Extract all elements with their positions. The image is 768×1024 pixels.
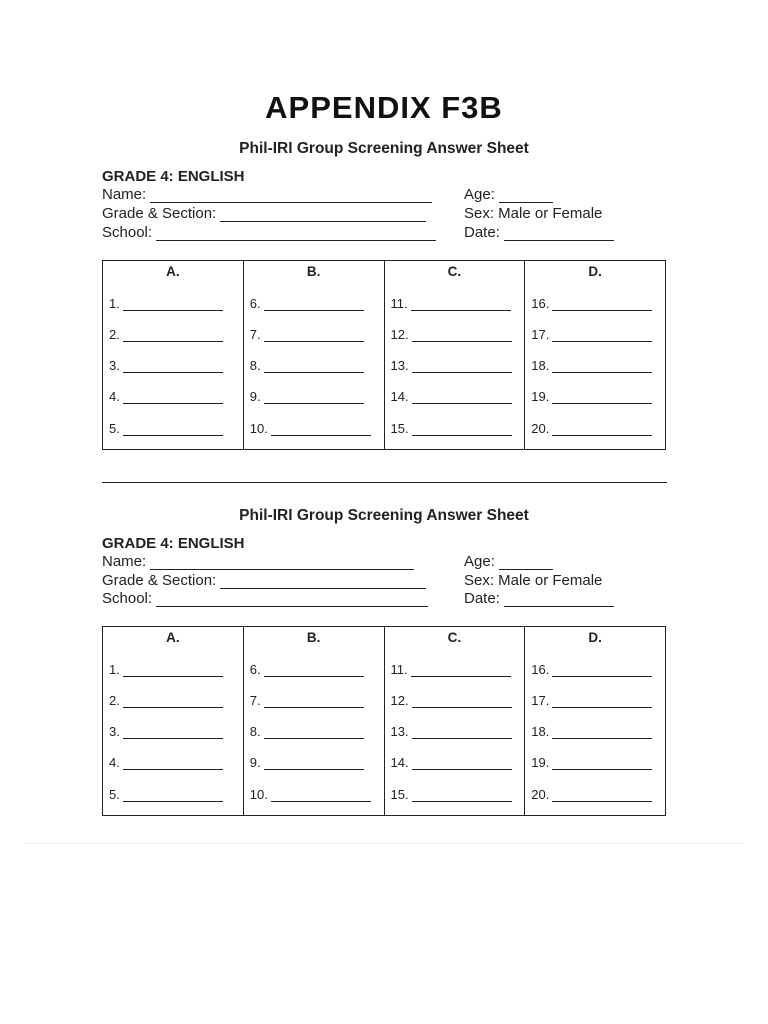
column-head: B. xyxy=(306,630,321,645)
answer-item[interactable]: 1. xyxy=(109,662,223,677)
cut-line-divider xyxy=(102,482,667,483)
answer-item[interactable]: 20. xyxy=(531,787,652,802)
sex-field xyxy=(464,205,602,222)
answer-item[interactable]: 16. xyxy=(531,662,652,677)
grade-section-field[interactable] xyxy=(102,205,426,222)
sex-label: Sex: Male or Female xyxy=(464,572,603,589)
answer-item[interactable]: 14. xyxy=(391,755,512,770)
grade-label: GRADE 4: ENGLISH xyxy=(102,168,245,185)
grade-section-label: Grade & Section: xyxy=(102,572,217,589)
answer-item[interactable]: 18. xyxy=(531,724,652,739)
sex-label: Sex: Male or Female xyxy=(464,205,603,222)
school-blank[interactable] xyxy=(156,227,436,241)
answer-item[interactable]: 2. xyxy=(109,327,223,342)
column-head: A. xyxy=(166,264,180,279)
answer-item[interactable]: 9. xyxy=(250,755,364,770)
sheet-title: Phil-IRI Group Screening Answer Sheet xyxy=(239,140,529,157)
school-blank[interactable] xyxy=(156,593,428,607)
answer-grid xyxy=(102,626,666,816)
answer-item[interactable]: 13. xyxy=(391,724,512,739)
answer-item[interactable]: 6. xyxy=(250,296,364,311)
answer-item[interactable]: 7. xyxy=(250,693,364,708)
answer-item[interactable]: 14. xyxy=(391,389,512,404)
answer-item[interactable]: 12. xyxy=(391,693,512,708)
column-head: A. xyxy=(166,630,180,645)
answer-item[interactable]: 19. xyxy=(531,389,652,404)
answer-item[interactable]: 4. xyxy=(109,755,223,770)
answer-item[interactable]: 10. xyxy=(250,787,371,802)
age-field[interactable] xyxy=(464,186,553,203)
answer-item[interactable]: 19. xyxy=(531,755,652,770)
answer-item[interactable]: 11. xyxy=(391,296,511,311)
answer-item[interactable]: 6. xyxy=(250,662,364,677)
age-label: Age: xyxy=(464,553,495,570)
column-c xyxy=(385,627,526,815)
answer-item[interactable]: 3. xyxy=(109,724,223,739)
column-head: B. xyxy=(306,264,321,279)
answer-item[interactable]: 8. xyxy=(250,724,364,739)
sex-field xyxy=(464,572,602,589)
date-label: Date: xyxy=(464,224,500,241)
date-label: Date: xyxy=(464,590,500,607)
grade-section-label: Grade & Section: xyxy=(102,205,217,222)
grade-section-blank[interactable] xyxy=(220,208,426,222)
answer-item[interactable]: 16. xyxy=(531,296,652,311)
answer-item[interactable]: 17. xyxy=(531,693,652,708)
answer-item[interactable]: 15. xyxy=(391,421,512,436)
answer-item[interactable]: 18. xyxy=(531,358,652,373)
column-head: D. xyxy=(588,630,602,645)
age-blank[interactable] xyxy=(499,556,553,570)
column-c xyxy=(385,261,526,449)
answer-grid xyxy=(102,260,666,450)
school-field[interactable] xyxy=(102,590,428,607)
answer-item[interactable]: 8. xyxy=(250,358,364,373)
name-field[interactable] xyxy=(102,186,432,203)
column-head: C. xyxy=(447,264,462,279)
answer-item[interactable]: 9. xyxy=(250,389,364,404)
age-label: Age: xyxy=(464,186,495,203)
name-blank[interactable] xyxy=(150,189,432,203)
column-head: D. xyxy=(588,264,602,279)
page-bottom-rule xyxy=(24,843,742,844)
grade-section-blank[interactable] xyxy=(220,575,426,589)
answer-item[interactable]: 3. xyxy=(109,358,223,373)
date-blank[interactable] xyxy=(504,227,614,241)
answer-item[interactable]: 5. xyxy=(109,421,223,436)
answer-item[interactable]: 15. xyxy=(391,787,512,802)
answer-item[interactable]: 5. xyxy=(109,787,223,802)
answer-item[interactable]: 20. xyxy=(531,421,652,436)
column-a xyxy=(103,261,244,449)
answer-item[interactable]: 7. xyxy=(250,327,364,342)
column-head: C. xyxy=(447,630,462,645)
name-blank[interactable] xyxy=(150,556,414,570)
name-label: Name: xyxy=(102,553,147,570)
answer-item[interactable]: 13. xyxy=(391,358,512,373)
school-label: School: xyxy=(102,590,153,607)
name-field[interactable] xyxy=(102,553,414,570)
grade-label: GRADE 4: ENGLISH xyxy=(102,535,245,552)
date-field[interactable] xyxy=(464,224,614,241)
answer-item[interactable]: 17. xyxy=(531,327,652,342)
answer-item[interactable]: 11. xyxy=(391,662,511,677)
age-field[interactable] xyxy=(464,553,553,570)
column-d xyxy=(525,261,665,449)
answer-item[interactable]: 12. xyxy=(391,327,512,342)
answer-item[interactable]: 10. xyxy=(250,421,371,436)
date-field[interactable] xyxy=(464,590,614,607)
answer-item[interactable]: 2. xyxy=(109,693,223,708)
column-b xyxy=(244,261,385,449)
name-label: Name: xyxy=(102,186,147,203)
column-d xyxy=(525,627,665,815)
grade-section-field[interactable] xyxy=(102,572,426,589)
date-blank[interactable] xyxy=(504,593,614,607)
column-b xyxy=(244,627,385,815)
column-a xyxy=(103,627,244,815)
school-field[interactable] xyxy=(102,224,436,241)
sheet-title: Phil-IRI Group Screening Answer Sheet xyxy=(239,507,529,524)
age-blank[interactable] xyxy=(499,189,553,203)
school-label: School: xyxy=(102,224,153,241)
page-title: APPENDIX F3B xyxy=(265,90,503,125)
answer-item[interactable]: 1. xyxy=(109,296,223,311)
answer-item[interactable]: 4. xyxy=(109,389,223,404)
